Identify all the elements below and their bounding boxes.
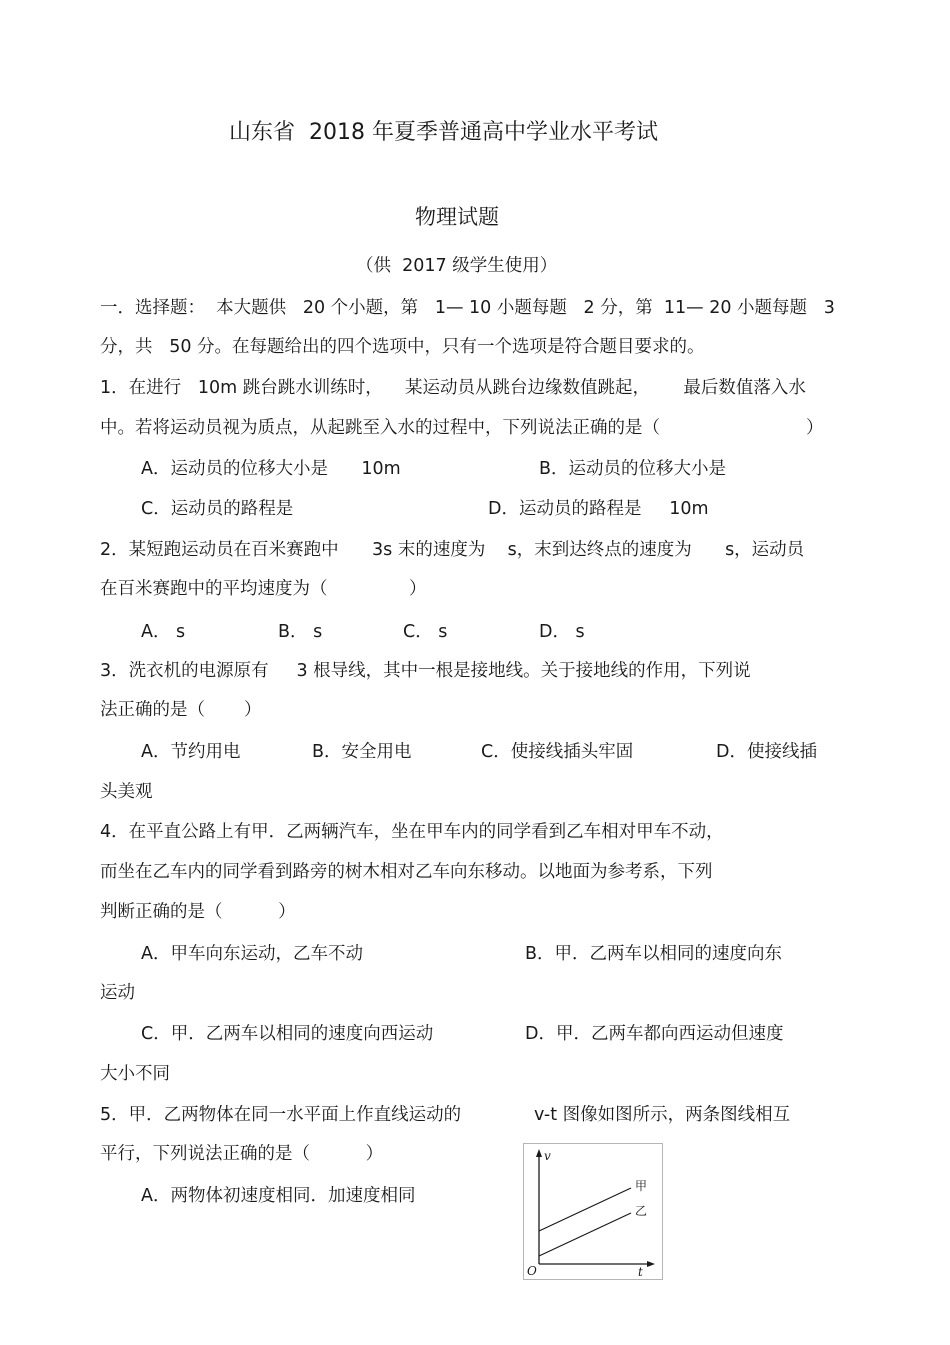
q2-option-c: C． s [403, 622, 448, 642]
q1-option-a: A．运动员的位移大小是 10m [141, 459, 401, 479]
line-yi [539, 1213, 631, 1256]
q3-stem-line-1: 3．洗衣机的电源原有 3 根导线，其中一根是接地线。关于接地线的作用，下列说 [100, 661, 751, 681]
q2-paren-close: ） [409, 579, 427, 599]
q5-stem-line-1a: 5．甲．乙两物体在同一水平面上作直线运动的 [100, 1105, 462, 1125]
q1-option-d: D．运动员的路程是 10m [488, 499, 709, 519]
q1-stem-line-1: 1．在进行 10m 跳台跳水训练时， 某运动员从跳台边缘数值跳起， 最后数值落入水 [100, 378, 806, 398]
section-intro-line-2: 分，共 50 分。在每题给出的四个选项中，只有一个选项是符合题目要求的。 [100, 337, 705, 357]
q2-option-b: B． s [278, 622, 323, 642]
q3-option-b: B．安全用电 [312, 742, 412, 762]
q4-option-c: C．甲．乙两车以相同的速度向西运动 [141, 1024, 434, 1044]
q5-stem-line-1b: v-t 图像如图所示，两条图线相互 [534, 1105, 791, 1125]
v-axis-arrow [536, 1149, 542, 1157]
line-jia-label: 甲 [635, 1179, 648, 1193]
q2-stem-line-2: 在百米赛跑中的平均速度为（ [100, 579, 328, 599]
line-yi-label: 乙 [635, 1204, 648, 1218]
q3-option-d: D．使接线插 [716, 742, 817, 762]
exam-title: 山东省 2018 年夏季普通高中学业水平考试 [229, 120, 658, 145]
q3-option-d-continued: 头美观 [100, 782, 153, 802]
q1-option-c: C．运动员的路程是 [141, 499, 294, 519]
q3-stem-line-2: 法正确的是（ ） [100, 700, 262, 720]
q3-option-c: C．使接线插头牢固 [481, 742, 634, 762]
q4-stem-line-1: 4．在平直公路上有甲．乙两辆汽车，坐在甲车内的同学看到乙车相对甲车不动， [100, 822, 724, 842]
q2-option-d: D． s [539, 622, 585, 642]
q4-option-b-continued: 运动 [100, 983, 135, 1003]
q4-option-d: D．甲．乙两车都向西运动但速度 [525, 1024, 784, 1044]
section-intro-line-1: 一．选择题： 本大题供 20 个小题，第 1— 10 小题每题 2 分，第 11— 20 小题每题 3 [100, 298, 835, 318]
q1-stem-line-2: 中。若将运动员视为质点，从起跳至入水的过程中，下列说法正确的是（ [100, 418, 660, 438]
q4-stem-line-2: 而坐在乙车内的同学看到路旁的树木相对乙车向东移动。以地面为参考系，下列 [100, 862, 713, 882]
q4-option-d-continued: 大小不同 [100, 1064, 170, 1084]
q5-option-a: A．两物体初速度相同．加速度相同 [141, 1186, 416, 1206]
q3-option-a: A．节约用电 [141, 742, 241, 762]
q4-stem-line-3: 判断正确的是（ ） [100, 902, 296, 922]
q5-stem-line-2: 平行，下列说法正确的是（ ） [100, 1144, 384, 1164]
q2-stem-line-1: 2．某短跑运动员在百米赛跑中 3s 末的速度为 s，末到达终点的速度为 s，运动员 [100, 540, 805, 560]
q1-option-b: B．运动员的位移大小是 [539, 459, 727, 479]
q4-option-b: B．甲．乙两车以相同的速度向东 [525, 944, 783, 964]
t-axis-label: t [638, 1265, 643, 1279]
line-jia [539, 1188, 631, 1231]
vt-graph-figure [523, 1143, 663, 1280]
origin-label: O [527, 1264, 537, 1278]
t-axis-arrow [647, 1261, 655, 1267]
q4-option-a: A．甲车向东运动，乙车不动 [141, 944, 363, 964]
usage-note: （供 2017 级学生使用） [356, 256, 558, 276]
v-axis-label: v [544, 1149, 551, 1163]
subject-title: 物理试题 [415, 205, 499, 229]
vt-graph [524, 1144, 662, 1279]
q2-option-a: A． s [141, 622, 186, 642]
q1-paren-close: ） [806, 418, 824, 438]
